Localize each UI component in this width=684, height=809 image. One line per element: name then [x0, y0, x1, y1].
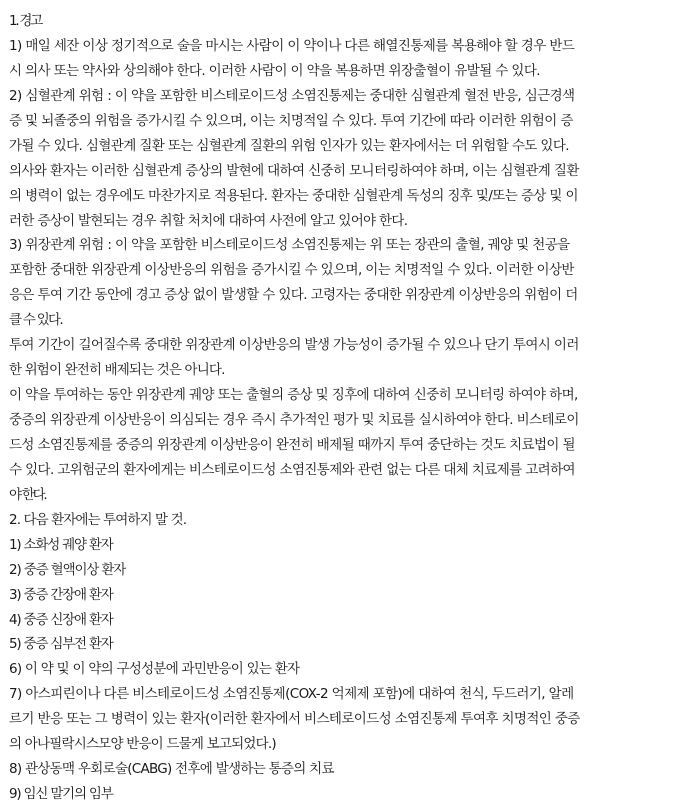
contraindication-item: 7) 아스피린이나 다른 비스테로이드성 소염진통제(COX-2 억제제 포함)에 대하여 천식, 두드러기, 알레 — [9, 686, 574, 703]
contraindication-item: 2) 중증 혈액이상 환자 — [9, 561, 126, 578]
contraindication-item: 9) 임신 말기의 임부 — [9, 786, 113, 803]
warning-3-line: 중증의 위장관계 이상반응이 의심되는 경우 즉시 추가적인 평가 및 치료를 실시하여야 한다. 비스테로이 — [9, 412, 579, 428]
section-heading-warning: 1. 경고 — [9, 13, 42, 29]
warning-3-line: 클 수 있다. — [9, 312, 62, 329]
warning-1-line: 시 의사 또는 약사와 상의해야 한다. 이러한 사람이 이 약을 복용하면 위장출혈이 유발될 수 있다. — [9, 62, 540, 79]
warning-3-line: 이 약을 투여하는 동안 위장관계 궤양 또는 출혈의 증상 및 징후에 대하여 신중히 모니터링 하여야 하며, — [9, 387, 578, 404]
warning-3-line: 한 위험이 완전히 배제되는 것은 아니다. — [9, 362, 225, 379]
warning-3-line: 포함한 중대한 위장관계 이상반응의 위험을 증가시킬 수 있으며, 이는 치명적일 수 있다. 이러한 이상반 — [9, 262, 574, 279]
contraindication-item: 8) 관상동맥 우회로술(CABG) 전후에 발생하는 통증의 치료 — [9, 761, 334, 778]
contraindication-item: 3) 중증 간장애 환자 — [9, 586, 113, 603]
warning-3-line: 수 있다. 고위험군의 환자에게는 비스테로이드성 소염진통제와 관련 없는 다른 대체 치료제를 고려하여 — [9, 461, 575, 478]
contraindication-item: 6) 이 약 및 이 약의 구성성분에 과민반응이 있는 환자 — [9, 661, 300, 678]
contraindication-item: 4) 중증 신장애 환자 — [9, 611, 113, 628]
warning-2-line: 증 및 뇌졸중의 위험을 증가시킬 수 있으며, 이는 치명적일 수 있다. 투여 기간에 따라 이러한 위험이 증 — [9, 112, 573, 129]
warning-3-line: 3) 위장관계 위험 : 이 약을 포함한 비스테로이드성 소염진통제는 위 또는 장관의 출혈, 궤양 및 천공을 — [9, 237, 570, 254]
contraindication-item: 르기 반응 또는 그 병력이 있는 환자(이러한 환자에서 비스테로이드성 소염진통제 투여후 치명적인 중증 — [9, 711, 580, 728]
warning-2-line: 의 병력이 없는 경우에도 마찬가지로 적용된다. 환자는 중대한 심혈관계 독성의 징후 및/또는 증상 및 이 — [9, 187, 578, 204]
section-heading-contraindications: 2. 다음 환자에는 투여하지 말 것. — [9, 511, 187, 528]
warning-2-line: 가될 수 있다. 심혈관계 질환 또는 심혈관계 질환의 위험 인자가 있는 환자에서는 더 위험할 수도 있다. — [9, 137, 569, 154]
contraindication-item: 5) 중증 심부전 환자 — [9, 636, 113, 653]
contraindication-item: 의 아나필락시스모양 반응이 드물게 보고되었다.) — [9, 736, 276, 753]
contraindication-item: 1) 소화성 궤양 환자 — [9, 536, 113, 553]
warning-3-line: 드성 소염진통제를 중증의 위장관계 이상반응이 완전히 배제될 때까지 투여 중단하는 것도 치료법이 될 — [9, 436, 575, 453]
warning-2-line: 의사와 환자는 이러한 심혈관계 증상의 발현에 대하여 신중히 모니터링하여야 하며, 이는 심혈관계 질환 — [9, 162, 579, 179]
warning-3-line: 야 한다. — [9, 486, 46, 503]
warning-3-line: 투여 기간이 길어질수록 중대한 위장관계 이상반응의 발생 가능성이 증가될 수 있으나 단기 투여시 이러 — [9, 337, 579, 354]
warning-2-line: 2) 심혈관계 위험 : 이 약을 포함한 비스테로이드성 소염진통제는 중대한 심혈관계 혈전 반응, 심근경색 — [9, 87, 575, 104]
warning-1-line: 1) 매일 세잔 이상 정기적으로 술을 마시는 사람이 이 약이나 다른 해열진통제를 복용해야 할 경우 반드 — [9, 37, 575, 54]
warning-2-line: 러한 증상이 발현되는 경우 취할 처치에 대하여 사전에 알고 있어야 한다. — [9, 212, 408, 229]
warning-3-line: 응은 투여 기간 동안에 경고 증상 없이 발생할 수 있다. 고령자는 중대한 위장관계 이상반응의 위험이 더 — [9, 287, 578, 304]
